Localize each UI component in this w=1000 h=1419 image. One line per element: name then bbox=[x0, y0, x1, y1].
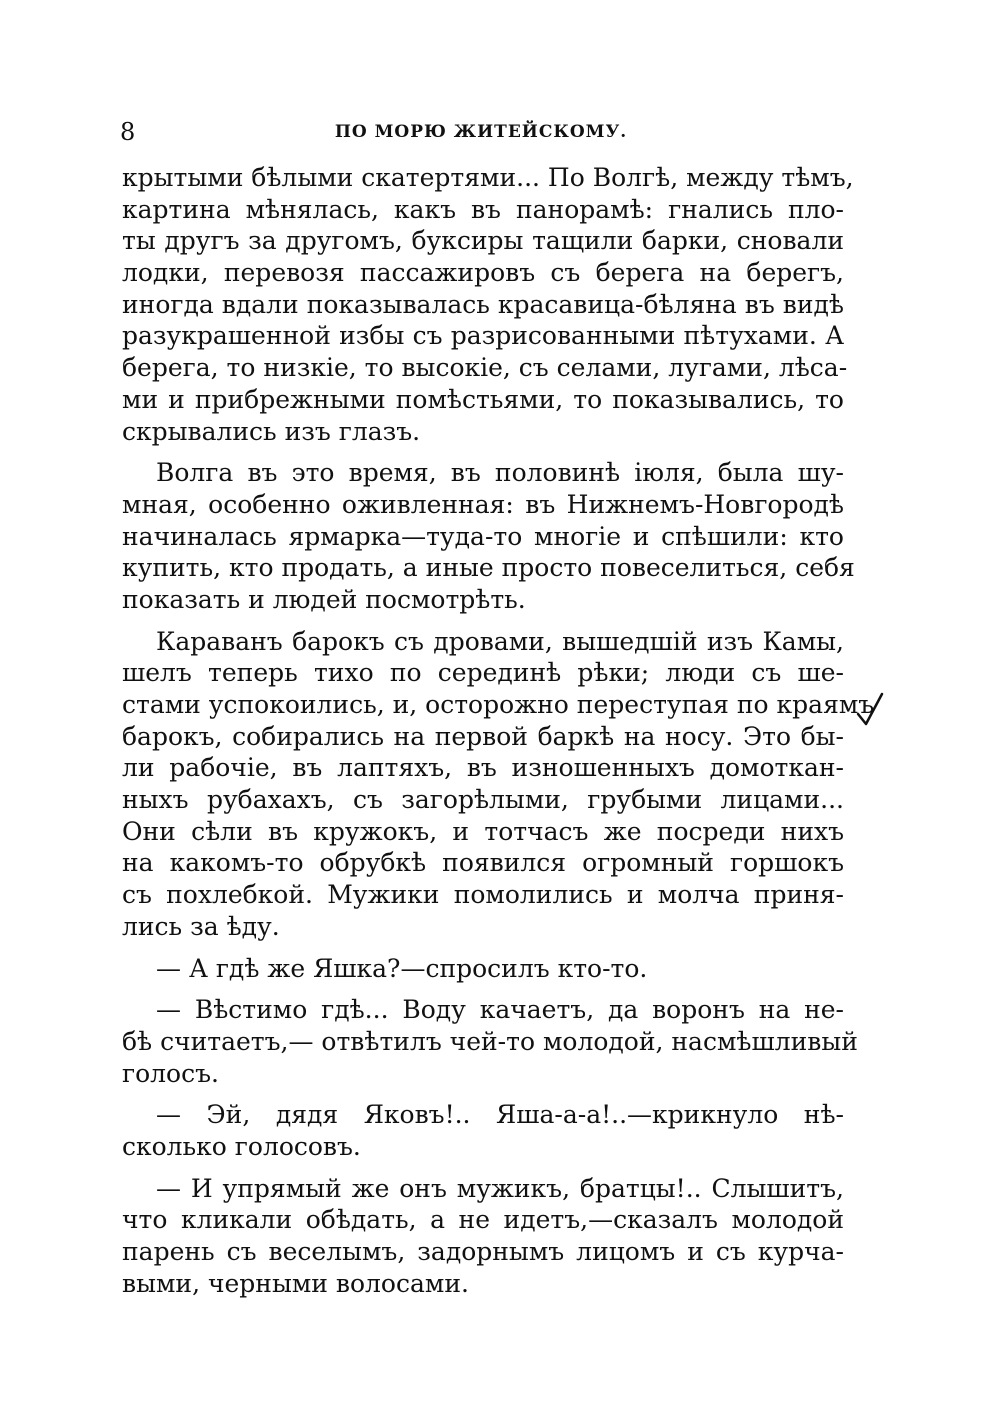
text-line: парень съ веселымъ, задорнымъ лицомъ и съ курча- bbox=[122, 1237, 844, 1266]
text-line: скрывались изъ глазъ. bbox=[122, 416, 421, 446]
text-line: съ похлебкой. Мужики помолились и молча приня- bbox=[122, 880, 844, 910]
text-line: ми и прибрежными помѣстьями, то показывались, то bbox=[122, 384, 844, 414]
text-line: Они сѣли въ кружокъ, и тотчасъ же посреди нихъ bbox=[122, 816, 844, 846]
text-line: голосъ. bbox=[122, 1058, 219, 1088]
text-line: берега, то низкіе, то высокіе, съ селами, лугами, лѣса- bbox=[122, 353, 848, 383]
text-line: крытыми бѣлыми скатертями... По Волгѣ, между тѣмъ, bbox=[122, 163, 854, 192]
text-line: — Вѣстимо гдѣ... Воду качаетъ, да воронъ на не- bbox=[156, 995, 844, 1025]
text-line: — А гдѣ же Яшка?—спросилъ кто-то. bbox=[156, 953, 648, 983]
text-line: разукрашенной избы съ разрисованными пѣтухами. А bbox=[122, 321, 844, 351]
text-line: купить, кто продать, а иные просто повеселиться, себя bbox=[122, 553, 855, 583]
text-line: выми, черными волосами. bbox=[122, 1268, 469, 1298]
text-line: ли рабочіе, въ лаптяхъ, въ изношенныхъ домоткан- bbox=[122, 753, 844, 783]
text-line: ты другъ за другомъ, буксиры тащили барки, сновали bbox=[122, 226, 844, 256]
text-line: мная, особенно оживленная: въ Нижнемъ-Новгородѣ bbox=[122, 489, 844, 519]
text-line: бѣ считаетъ,— отвѣтилъ чей-то молодой, насмѣшливый bbox=[122, 1026, 858, 1056]
page-number: 8 bbox=[120, 118, 136, 146]
text-line: на какомъ-то обрубкѣ появился огромный горшокъ bbox=[122, 848, 844, 878]
page-header bbox=[120, 118, 842, 148]
text-line: лись за ѣду. bbox=[122, 911, 280, 941]
text-line: — Эй, дядя Яковъ!.. Яша-а-а!..—крикнуло нѣ- bbox=[156, 1100, 844, 1130]
text-line: иногда вдали показывалась красавица-бѣляна въ видѣ bbox=[122, 289, 844, 319]
text-line: барокъ, собирались на первой баркѣ на носу. Это бы- bbox=[122, 721, 844, 751]
text-line: что кликали обѣдать, а не идетъ,—сказалъ молодой bbox=[122, 1205, 844, 1235]
text-line: лодки, перевозя пассажировъ съ берега на берегъ, bbox=[122, 258, 844, 288]
text-line: ныхъ рубахахъ, съ загорѣлыми, грубыми лицами... bbox=[122, 785, 844, 815]
text-line: показать и людей посмотрѣть. bbox=[122, 584, 526, 614]
body-text bbox=[122, 162, 875, 1299]
text-line: картина мѣнялась, какъ въ панорамѣ: гнались пло- bbox=[122, 194, 844, 224]
text-line: сколько голосовъ. bbox=[122, 1131, 361, 1161]
text-line: Волга въ это время, въ половинѣ іюля, была шу- bbox=[156, 458, 844, 488]
text-line: — И упрямый же онъ мужикъ, братцы!.. Слышитъ, bbox=[156, 1173, 844, 1203]
text-line: стами успокоились, и, осторожно переступая по краямъ bbox=[122, 690, 875, 719]
running-title: ПО МОРЮ ЖИТЕЙСКОМУ. bbox=[334, 122, 628, 142]
checkmark-icon bbox=[855, 690, 885, 730]
text-line: Караванъ барокъ съ дровами, вышедшій изъ Камы, bbox=[156, 626, 844, 656]
text-line: начиналась ярмарка—туда-то многіе и спѣшили: кто bbox=[122, 521, 844, 551]
text-line: шелъ теперь тихо по серединѣ рѣки; люди съ ше- bbox=[122, 658, 844, 688]
